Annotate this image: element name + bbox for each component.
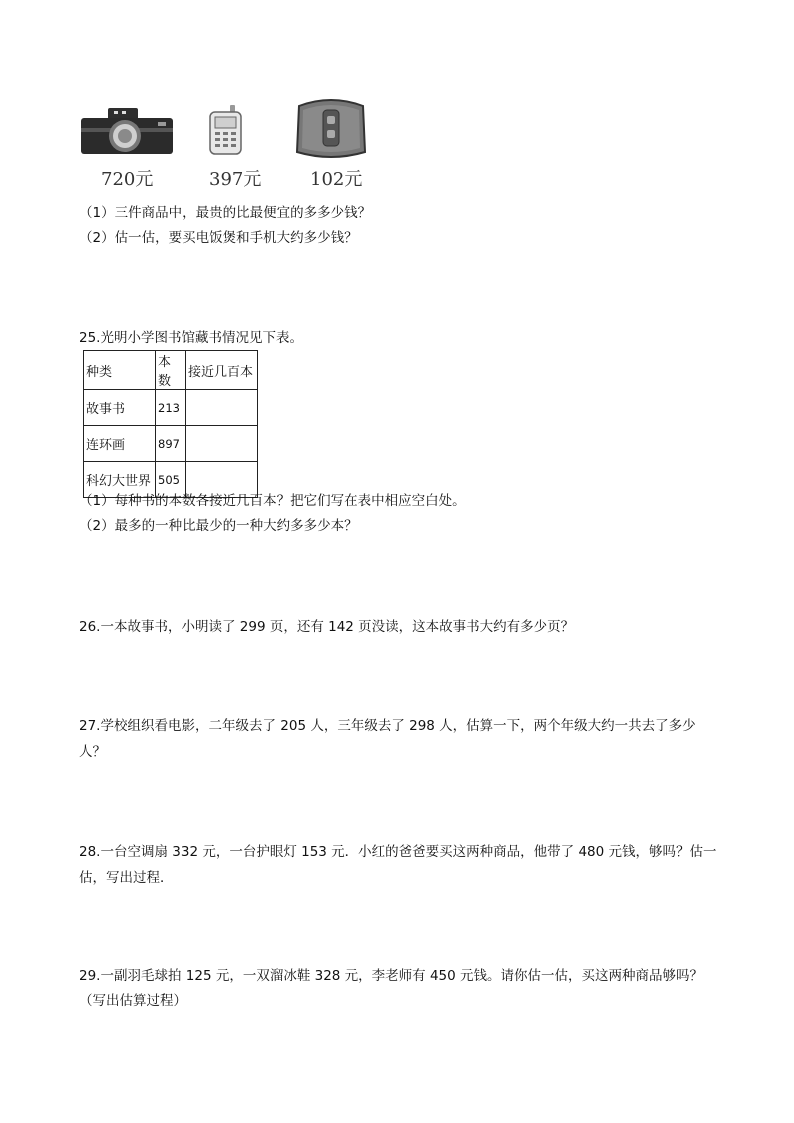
- q29-line1: 29.一副羽毛球拍 125 元，一双溜冰鞋 328 元，李老师有 450 元钱。请你估一估，买这两种商品够吗？: [79, 968, 704, 984]
- q29-line2: （写出估算过程）: [79, 993, 187, 1009]
- bag-price: 102元: [310, 169, 363, 190]
- header-kind: 种类: [84, 351, 156, 390]
- phone-image: [206, 104, 246, 156]
- q28-line1: 28.一台空调扇 332 元，一台护眼灯 153 元．小红的爸爸要买这两种商品，他带了 480 元钱，够吗？估一: [79, 844, 717, 860]
- q26-text: 26.一本故事书，小明读了 299 页，还有 142 页没读，这本故事书大约有多少页？: [79, 619, 575, 635]
- q25-sub1: （1）每种书的本数各接近几百本？把它们写在表中相应空白处。: [79, 493, 466, 509]
- header-approx: 接近几百本: [186, 351, 258, 390]
- camera-price: 720元: [101, 169, 154, 190]
- q25-sub2: （2）最多的一种比最少的一种大约多多少本？: [79, 518, 358, 534]
- row-approx-blank: [186, 426, 258, 462]
- books-table: [83, 350, 258, 498]
- q27-line1: 27.学校组织看电影，二年级去了 205 人，三年级去了 298 人，估算一下，两个年级大约一共去了多少: [79, 718, 696, 734]
- header-count: 本数: [156, 351, 186, 390]
- q24-sub1: （1）三件商品中，最贵的比最便宜的多多少钱？: [79, 205, 372, 221]
- row-kind: 故事书: [84, 390, 156, 426]
- q24-sub2: （2）估一估，要买电饭煲和手机大约多少钱？: [79, 230, 358, 246]
- bag-image: [293, 96, 369, 160]
- row-count: 213: [156, 390, 186, 426]
- q28-line2: 估，写出过程．: [79, 870, 174, 886]
- row-kind: 连环画: [84, 426, 156, 462]
- row-count: 897: [156, 426, 186, 462]
- q27-line2: 人？: [79, 744, 106, 760]
- table-row: [84, 426, 258, 462]
- camera-image: [80, 106, 175, 156]
- row-kind: 科幻大世界: [84, 462, 156, 498]
- row-count: 505: [156, 462, 186, 498]
- phone-price: 397元: [209, 169, 262, 190]
- table-header-row: [84, 351, 258, 390]
- q25-title: 25.光明小学图书馆藏书情况见下表。: [79, 330, 303, 346]
- row-approx-blank: [186, 390, 258, 426]
- table-row: [84, 390, 258, 426]
